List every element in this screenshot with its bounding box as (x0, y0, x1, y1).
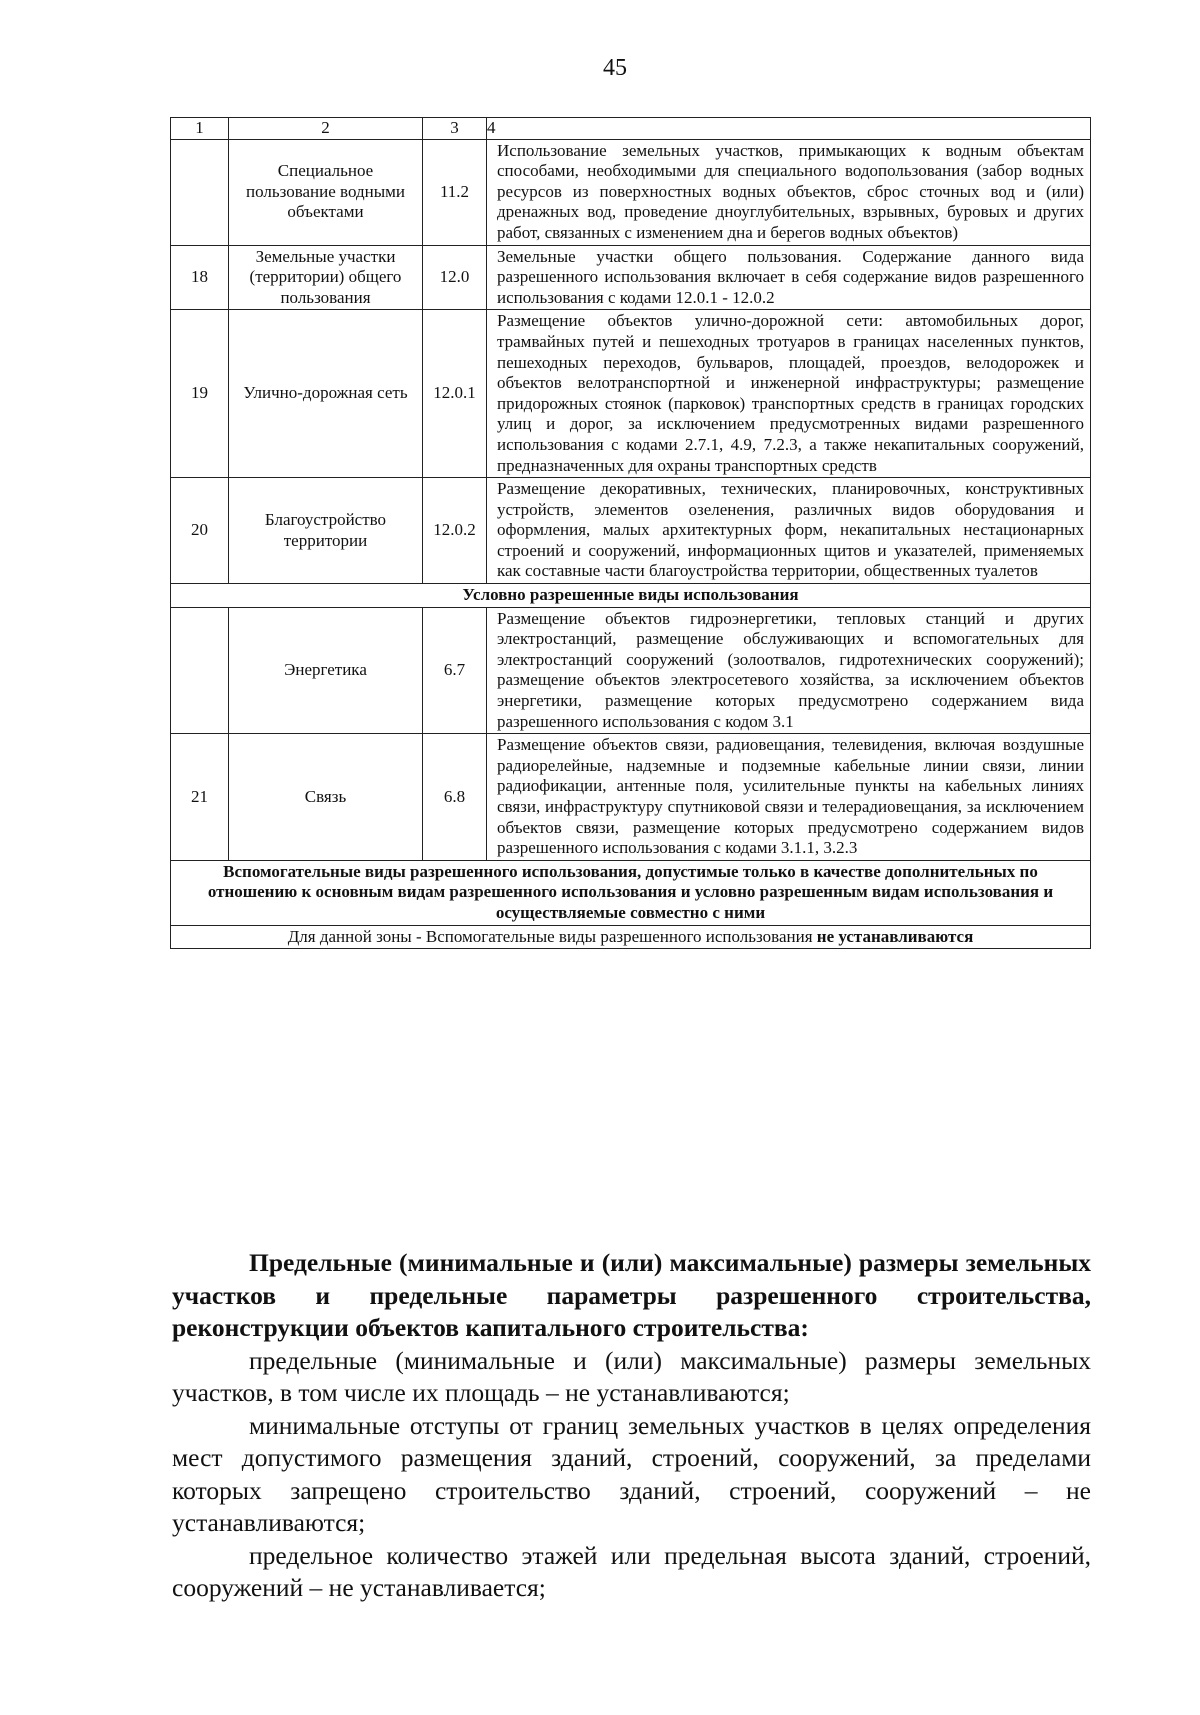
auxiliary-note-bold: не устанавливаются (816, 926, 974, 946)
table-row (171, 478, 1091, 584)
use-type-name: Связь (229, 734, 423, 861)
use-type-code: 12.0.2 (423, 478, 487, 584)
land-use-table (170, 117, 1091, 949)
section-row-conditional (171, 584, 1091, 608)
auxiliary-note (171, 925, 1091, 949)
column-header-3: 3 (423, 118, 487, 140)
use-type-description: Размещение объектов улично-дорожной сети: автомобильных дорог, трамвайных путей и пешеходных тротуаров в границах населенных пунктов, пешеходных переходов, бульваров, площадей, проездов, велодорожек и объектов велотранспортной и инженерной инфраструктуры; размещение придорожных стоянок (парковок) транспортных средств в границах городских улиц и дорог, за исключением предусмотренных видами разрешенного использования с кодами 2.7.1, 4.9, 7.2.3, а также некапитальных сооружений, предназначенных для охраны транспортных средств (487, 310, 1091, 478)
row-number (171, 139, 229, 245)
column-header-4: 4 (487, 118, 1091, 140)
page-number: 45 (603, 55, 627, 81)
use-type-code: 6.8 (423, 734, 487, 861)
use-type-code: 6.7 (423, 607, 487, 734)
paragraph: предельные (минимальные и (или) максимальные) размеры земельных участков, в том числе их площадь – не устанавливаются; (172, 1345, 1091, 1407)
auxiliary-note-row (171, 925, 1091, 949)
use-type-description: Использование земельных участков, примыкающих к водным объектам способами, необходимыми для специального водопользования (забор водных ресурсов из поверхностных водных объектов, сброс сточных вод и (или) дренажных вод, проведение дноуглубительных, взрывных, буровых и других работ, связанных с изменением дна и берегов водных объектов) (487, 139, 1091, 245)
column-header-1: 1 (171, 118, 229, 140)
row-number: 18 (171, 245, 229, 310)
use-type-name: Благоустройство территории (229, 478, 423, 584)
use-type-description: Размещение декоративных, технических, планировочных, конструктивных устройств, элементов озеленения, различных видов оборудования и оформления, малых архитектурных форм, некапитальных нестационарных строений и сооружений, информационных щитов и указателей, применяемых как составные части благоустройства территории, общественных туалетов (487, 478, 1091, 584)
use-type-name: Земельные участки (территории) общего пользования (229, 245, 423, 310)
row-number: 19 (171, 310, 229, 478)
use-type-name: Улично-дорожная сеть (229, 310, 423, 478)
section-heading-auxiliary: Вспомогательные виды разрешенного использования, допустимые только в качестве дополнительных по отношению к основным видам разрешенного использования и условно разрешенным видам использования и осуществляемые совместно с ними (171, 860, 1091, 925)
section-row-auxiliary (171, 860, 1091, 925)
use-type-code: 12.0 (423, 245, 487, 310)
row-number (171, 607, 229, 734)
use-type-description: Размещение объектов гидроэнергетики, тепловых станций и других электростанций, размещение обслуживающих и вспомогательных для электростанций сооружений (золоотвалов, гидротехнических сооружений); размещение объектов электросетевого хозяйства, за исключением объектов энергетики, размещение которых предусмотрено содержанием вида разрешенного использования с кодом 3.1 (487, 607, 1091, 734)
paragraph: предельное количество этажей или предельная высота зданий, строений, сооружений – не устанавливается; (172, 1540, 1091, 1602)
table-row (171, 310, 1091, 478)
use-type-name: Специальное пользование водными объектами (229, 139, 423, 245)
section-heading-conditional: Условно разрешенные виды использования (171, 584, 1091, 608)
use-type-code: 11.2 (423, 139, 487, 245)
row-number: 20 (171, 478, 229, 584)
table-row (171, 139, 1091, 245)
parameters-section (172, 1247, 1091, 1605)
use-type-name: Энергетика (229, 607, 423, 734)
table-row (171, 607, 1091, 734)
table-header-row (171, 118, 1091, 140)
use-type-code: 12.0.1 (423, 310, 487, 478)
paragraph: минимальные отступы от границ земельных участков в целях определения мест допустимого размещения зданий, строений, сооружений, за пределами которых запрещено строительство зданий, строений, сооружений – не устанавливаются; (172, 1410, 1091, 1537)
parameters-heading: Предельные (минимальные и (или) максимальные) размеры земельных участков и предельные параметры разрешенного строительства, реконструкции объектов капитального строительства: (172, 1248, 1091, 1342)
row-number: 21 (171, 734, 229, 861)
use-type-description: Земельные участки общего пользования. Содержание данного вида разрешенного использования включает в себя содержание видов разрешенного использования с кодами 12.0.1 - 12.0.2 (487, 245, 1091, 310)
use-type-description: Размещение объектов связи, радиовещания, телевидения, включая воздушные радиорелейные, надземные и подземные кабельные линии связи, линии радиофикации, антенные поля, усилительные пункты на кабельных линиях связи, инфраструктуру спутниковой связи и телерадиовещания, за исключением объектов связи, размещение которых предусмотрено содержанием видов разрешенного использования с кодами 3.1.1, 3.2.3 (487, 734, 1091, 861)
column-header-2: 2 (229, 118, 423, 140)
table-row (171, 734, 1091, 861)
auxiliary-note-prefix: Для данной зоны - Вспомогательные виды разрешенного использования (287, 926, 817, 946)
table-row (171, 245, 1091, 310)
